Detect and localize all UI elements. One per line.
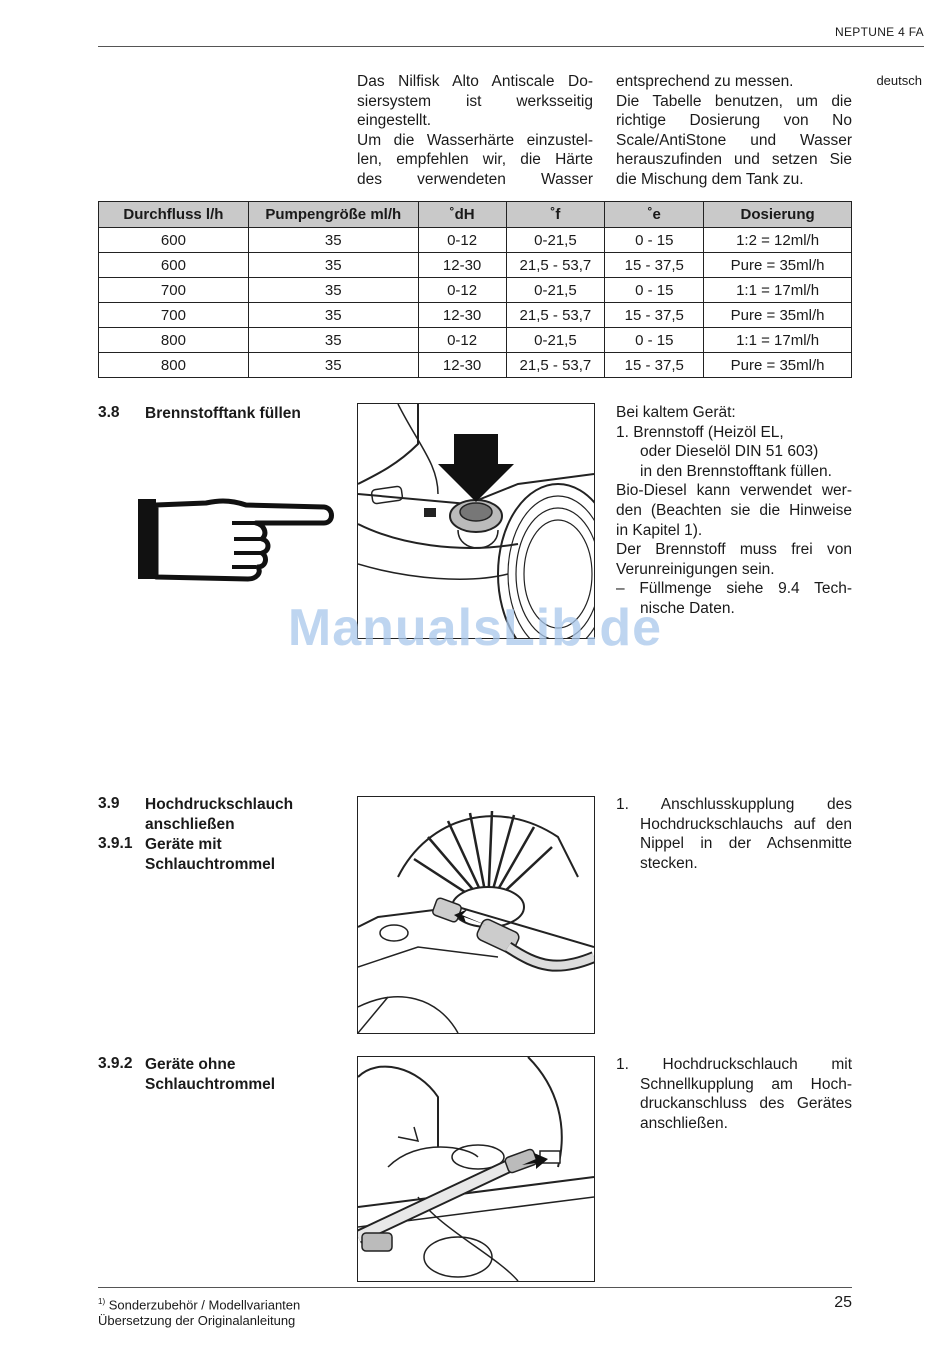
table-cell: 0-12 [418, 328, 506, 353]
table-cell: 1:1 = 17ml/h [704, 328, 852, 353]
table-cell: 35 [248, 253, 418, 278]
column-header-dosage: Dosierung [704, 202, 852, 228]
column-header-e: ˚e [605, 202, 704, 228]
table-cell: 0 - 15 [605, 328, 704, 353]
section-3-8-line: den (Beachten sie die Hinweise [616, 501, 852, 519]
column-header-flow: Durchfluss l/h [99, 202, 249, 228]
column-header-f: ˚f [506, 202, 605, 228]
section-3-9-2-line: Schnellkupplung am Hoch- [640, 1075, 852, 1093]
section-3-8-line: – Füllmenge siehe 9.4 Tech- [616, 580, 852, 598]
section-3-8-line: in den Brennstofftank füllen. [640, 462, 832, 480]
section-3-9-2-number: 3.9.2 [98, 1055, 133, 1072]
section-3-9-2-line: druckanschluss des Gerätes [640, 1095, 852, 1113]
table-cell: 35 [248, 278, 418, 303]
section-3-9-line: 1. Anschlusskupplung des [616, 796, 852, 813]
table-cell: 0-21,5 [506, 278, 605, 303]
hose-reel-figure [357, 796, 595, 1034]
fuel-tank-figure [357, 403, 595, 639]
column-header-dh: ˚dH [418, 202, 506, 228]
intro-right-column [616, 72, 852, 190]
section-3-9-2-text [616, 1055, 852, 1133]
section-3-8-line: oder Dieselöl DIN 51 603) [640, 443, 819, 461]
table-cell: 0 - 15 [605, 278, 704, 303]
pointing-hand-icon [136, 495, 336, 585]
section-3-9-2-title [145, 1055, 275, 1095]
table-row [99, 253, 852, 278]
intro-left-line: siersystem ist werksseitig [357, 92, 593, 110]
intro-right-line: die Mischung dem Tank zu. [616, 170, 804, 188]
table-row [99, 303, 852, 328]
intro-left-line: eingestellt. [357, 112, 432, 130]
table-cell: Pure = 35ml/h [704, 303, 852, 328]
table-header-row [99, 202, 852, 228]
page-number: 25 [834, 1294, 852, 1311]
table-cell: 35 [248, 353, 418, 378]
section-3-9-title-line: Hochdruckschlauch [145, 796, 294, 813]
table-cell: 1:2 = 12ml/h [704, 228, 852, 253]
table-cell: 1:1 = 17ml/h [704, 278, 852, 303]
section-3-9-text [616, 795, 852, 873]
table-cell: 35 [248, 228, 418, 253]
table-cell: 15 - 37,5 [605, 253, 704, 278]
table-cell: 35 [248, 303, 418, 328]
table-cell: 21,5 - 53,7 [506, 353, 605, 378]
footer-note-line2: Übersetzung der Originalanleitung [98, 1313, 296, 1329]
section-3-9-1-title-line: Schlauchtrommel [145, 856, 276, 873]
table-cell: 12-30 [418, 303, 506, 328]
section-3-8-line: in Kapitel 1). [616, 521, 703, 539]
section-3-9-line: stecken. [640, 854, 698, 872]
table-cell: 700 [99, 303, 249, 328]
table-cell: 0-21,5 [506, 228, 605, 253]
intro-right-line: entsprechend zu messen. [616, 73, 794, 90]
section-3-8-line: nische Daten. [640, 599, 735, 617]
footer-note-line1 [98, 1294, 300, 1313]
section-3-9-title-line: anschließen [145, 816, 235, 833]
header-language: deutsch [876, 73, 922, 88]
header-divider [98, 46, 924, 47]
section-3-9-1-title-line: Geräte mit [145, 836, 222, 853]
table-row [99, 353, 852, 378]
section-3-9-1-number: 3.9.1 [98, 835, 133, 852]
table-cell: 0-12 [418, 228, 506, 253]
footnote-marker: 1) [98, 1297, 106, 1306]
section-3-8-line: Verunreinigungen sein. [616, 560, 775, 578]
header-product-name: NEPTUNE 4 FA [835, 25, 924, 39]
intro-right-line: Scale/AntiStone und Wasser [616, 131, 852, 149]
intro-left-line: len, empfehlen wir, die Härte [357, 151, 593, 169]
table-cell: 700 [99, 278, 249, 303]
table-cell: Pure = 35ml/h [704, 253, 852, 278]
footer-divider [98, 1287, 852, 1288]
section-3-8-line: Bio-Diesel kann verwendet wer- [616, 482, 852, 500]
section-3-8-number: 3.8 [98, 404, 120, 421]
table-cell: 800 [99, 353, 249, 378]
table-cell: 0-21,5 [506, 328, 605, 353]
intro-left-column [357, 72, 593, 190]
quick-coupling-figure [357, 1056, 595, 1282]
table-cell: 12-30 [418, 253, 506, 278]
section-3-8-line: Bei kaltem Gerät: [616, 404, 736, 421]
footnote-text: Sonderzubehör / Modellvarianten [108, 1297, 301, 1313]
table-row [99, 228, 852, 253]
table-cell: 35 [248, 328, 418, 353]
table-cell: 15 - 37,5 [605, 353, 704, 378]
table-cell: 21,5 - 53,7 [506, 303, 605, 328]
table-cell: 800 [99, 328, 249, 353]
table-cell: Pure = 35ml/h [704, 353, 852, 378]
section-3-9-2-title-line: Geräte ohne [145, 1056, 236, 1073]
table-cell: 15 - 37,5 [605, 303, 704, 328]
section-3-8-line: Der Brennstoff muss frei von [616, 541, 852, 559]
table-cell: 0 - 15 [605, 228, 704, 253]
section-3-9-title [145, 795, 293, 835]
section-3-9-line: Hochdruckschlauchs auf den [640, 815, 852, 833]
intro-left-line: Das Nilfisk Alto Antiscale Do- [357, 73, 593, 90]
section-3-9-1-title [145, 835, 275, 875]
intro-left-line: Um die Wasserhärte einzustel- [357, 131, 593, 149]
watermark: ManualsLib.de [287, 599, 663, 657]
section-3-9-2-title-line: Schlauchtrommel [145, 1076, 276, 1093]
column-header-pump-size: Pumpengröße ml/h [248, 202, 418, 228]
table-cell: 12-30 [418, 353, 506, 378]
dosing-table [98, 201, 852, 378]
section-3-8-title: Brennstofftank füllen [145, 405, 301, 422]
table-cell: 21,5 - 53,7 [506, 253, 605, 278]
table-cell: 0-12 [418, 278, 506, 303]
section-3-8-text [616, 403, 852, 619]
table-cell: 600 [99, 253, 249, 278]
intro-right-line: herauszufinden und setzen Sie [616, 151, 852, 169]
intro-right-line: richtige Dosierung von No [616, 112, 852, 130]
section-3-9-line: Nippel in der Achsenmitte [640, 835, 852, 853]
intro-left-line: des verwendeten Wasser [357, 170, 593, 188]
footer-note [98, 1294, 300, 1329]
table-row [99, 278, 852, 303]
section-3-9-2-line: 1. Hochdruckschlauch mit [616, 1056, 852, 1073]
intro-right-line: Die Tabelle benutzen, um die [616, 92, 852, 110]
table-cell: 600 [99, 228, 249, 253]
section-3-8-line: 1. Brennstoff (Heizöl EL, [616, 423, 784, 441]
section-3-9-number: 3.9 [98, 795, 120, 812]
section-3-9-2-line: anschließen. [640, 1114, 728, 1132]
table-row [99, 328, 852, 353]
